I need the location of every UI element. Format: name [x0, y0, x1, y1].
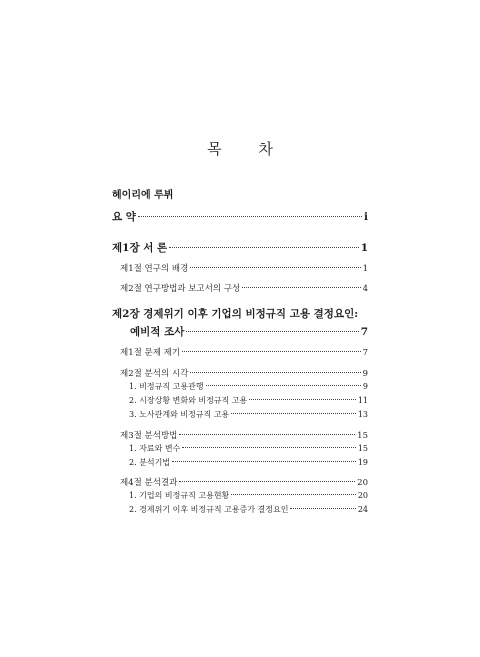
toc-entry-section[interactable]	[120, 282, 368, 294]
toc-entry-page: 24	[357, 505, 368, 514]
toc-entry-chapter2[interactable]	[130, 324, 368, 339]
toc-entry-label: 1. 기업의 비정규직 고용현황	[129, 491, 230, 500]
toc-entry-page: 15	[357, 431, 368, 441]
leader-dots	[206, 385, 361, 386]
toc-entry-section[interactable]	[120, 429, 368, 441]
toc-entry-subsection[interactable]	[129, 504, 368, 515]
toc-entry-label: 제2절 연구방법과 보고서의 구성	[120, 284, 241, 294]
toc-entry-label: 2. 시장상황 변화와 비정규직 고용	[129, 396, 248, 405]
toc-entry-label: 예비적 조사	[130, 326, 185, 338]
toc-entry-page: 7	[362, 348, 368, 358]
toc-entry-label: 2. 경제위기 이후 비정규직 고용증가 결정요인	[129, 505, 289, 514]
leader-dots	[190, 267, 360, 268]
toc-entry-label: 제1장 서 론	[112, 242, 168, 254]
toc-entry-page: 13	[357, 410, 368, 419]
leader-dots	[169, 247, 358, 248]
toc-entry-label: 제3절 분석방법	[120, 431, 178, 441]
toc-entry-label: 제1절 연구의 배경	[120, 264, 189, 274]
toc-entry-label: 요 약	[112, 211, 136, 223]
toc-entry-section[interactable]	[120, 262, 368, 274]
toc-entry-subsection[interactable]	[129, 409, 368, 420]
toc-entry-page: 20	[357, 491, 368, 500]
toc-entry-page: 15	[357, 444, 368, 453]
leader-dots	[242, 287, 360, 288]
leader-dots	[231, 413, 356, 414]
toc-entry-label: 제2절 분석의 시각	[120, 369, 189, 379]
toc-entry-label: 1. 비정규직 고용관행	[129, 382, 204, 391]
toc-entry-summary[interactable]	[112, 209, 368, 224]
toc-entry-label: 1. 자료와 변수	[129, 444, 181, 453]
toc-entry-page: 9	[362, 369, 368, 379]
toc-entry-label: 3. 노사관계와 비정규직 고용	[129, 410, 230, 419]
leader-dots	[172, 461, 356, 462]
leader-dots	[182, 351, 360, 352]
toc-entry-subsection[interactable]	[129, 457, 368, 468]
leader-dots	[190, 372, 360, 373]
toc-entry-page: 1	[360, 242, 368, 254]
leader-dots	[138, 216, 362, 217]
toc-entry-page: 20	[357, 478, 368, 488]
toc-title: 목 차	[207, 140, 289, 158]
leader-dots	[290, 508, 355, 509]
toc-entry-page: 19	[357, 458, 368, 467]
leader-dots	[231, 494, 356, 495]
toc-entry-page: 11	[357, 396, 368, 405]
leader-dots	[179, 434, 355, 435]
header-label: 헤이리에 루뷔	[112, 190, 174, 201]
toc-entry-label: 제4절 분석결과	[120, 478, 178, 488]
toc-entry-label: 2. 분석기법	[129, 458, 171, 467]
toc-entry-page: 1	[362, 264, 368, 274]
toc-entry-label: 제1절 문제 제기	[120, 348, 181, 358]
toc-entry-subsection[interactable]	[129, 381, 368, 392]
leader-dots	[182, 447, 355, 448]
chapter2-title-line1: 제2장 경제위기 이후 기업의 비정규직 고용 결정요인:	[112, 308, 359, 320]
leader-dots	[179, 481, 355, 482]
toc-entry-chapter1[interactable]	[112, 240, 368, 255]
toc-entry-page: 7	[360, 326, 368, 338]
toc-entry-section[interactable]	[120, 476, 368, 488]
toc-entry-page: i	[364, 211, 368, 223]
toc-entry-subsection[interactable]	[129, 490, 368, 501]
leader-dots	[186, 331, 358, 332]
leader-dots	[249, 399, 356, 400]
toc-entry-section[interactable]	[120, 367, 368, 379]
toc-entry-section[interactable]	[120, 346, 368, 358]
toc-entry-page: 4	[362, 284, 368, 294]
toc-entry-subsection[interactable]	[129, 443, 368, 454]
toc-entry-page: 9	[362, 382, 368, 391]
toc-entry-subsection[interactable]	[129, 395, 368, 406]
